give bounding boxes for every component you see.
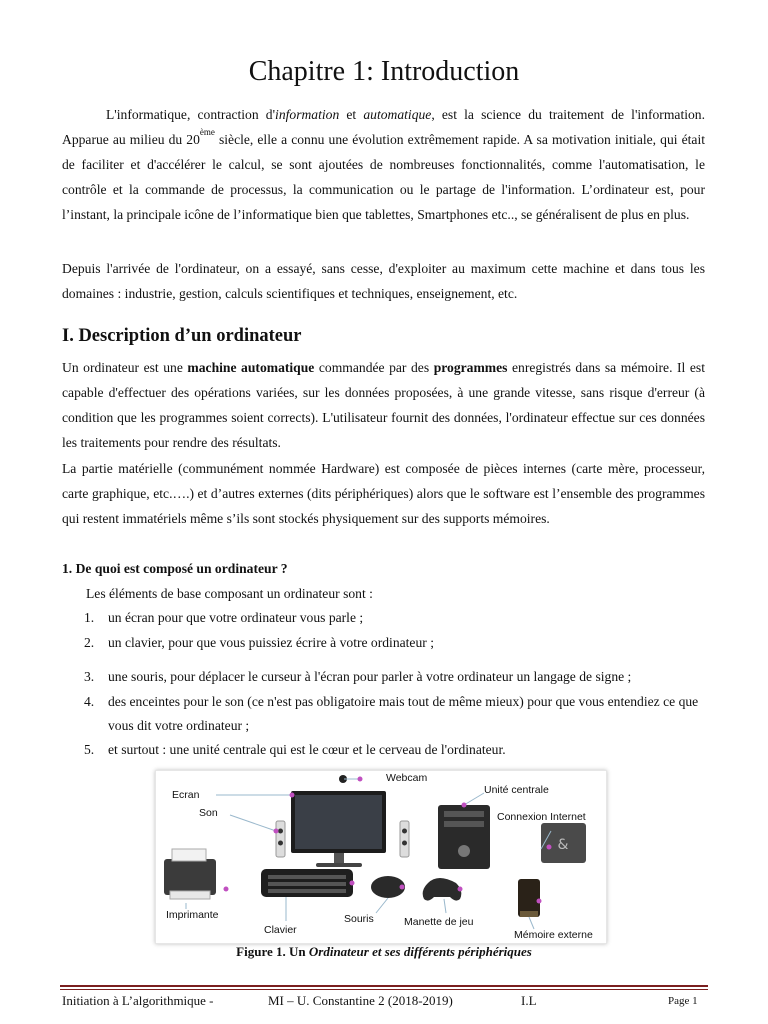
bold-term: machine automatique (187, 360, 315, 375)
footer-page-number: Page 1 (668, 995, 698, 1007)
footer-rule (60, 989, 708, 990)
label-souris: Souris (344, 913, 374, 925)
caption-italic: Ordinateur et ses différents périphériques (308, 944, 532, 959)
footer-rule (60, 985, 708, 987)
label-webcam: Webcam (386, 772, 428, 784)
text-run: et (339, 107, 364, 122)
label-imprimante: Imprimante (166, 909, 219, 921)
list-text: une souris, pour déplacer le curseur à l'écran pour parler à votre ordinateur un langage de signe ; (108, 669, 632, 684)
external-drive-icon (518, 879, 540, 917)
list-number: 5. (84, 742, 95, 757)
intro-paragraph-1 (62, 102, 705, 227)
label-ecran: Ecran (172, 789, 200, 801)
text-run: commandée par des (314, 360, 434, 375)
label-son: Son (199, 807, 218, 819)
footer-course: Initiation à L’algorithmique - (62, 993, 214, 1008)
footer-author: I.L (521, 993, 537, 1008)
figure-illustration (156, 771, 606, 943)
speaker-left-icon (276, 821, 285, 857)
italic-term: automatique (363, 107, 432, 122)
text-run: siècle, elle a connu une évolution extrêmement rapide. A sa motivation initiale, qui était de faciliter et d'accélérer le calcul, se sont ajoutées de nombreuses fonctionnalités, comme l'automatisation, le contrôle et la commande de processus, la communication ou le partage de l'information. L’ordinateur est, pour l’instant, la principale icône de l’informatique bien que tablettes, Smartphones etc.., se généralisent de plus en plus. (62, 132, 706, 222)
text-run: , est la science du traitement de l'information. Apparue au milieu du 20 (62, 107, 705, 147)
figure-caption (0, 944, 768, 960)
section-paragraph-1 (62, 355, 705, 455)
monitor-icon (291, 775, 386, 867)
list-number: 4. (84, 694, 95, 709)
computer-peripherals-figure (155, 770, 607, 944)
superscript: ème (199, 127, 215, 137)
text-run: L'informatique, contraction d' (106, 107, 276, 122)
section-paragraph-2: La partie matérielle (communément nommée Hardware) est composée de pièces internes (carte mère, processeur, carte graphique, etc.….) et d’autres externes (dits périphériques) alors que le software est l’ensemble des programmes qui restent immatériels même s’ils sont stockés physiquement sur des supports mémoires. (62, 461, 705, 526)
footer-school: MI – U. Constantine 2 (2018-2019) (268, 993, 453, 1008)
list-text: des enceintes pour le son (ce n'est pas obligatoire mais tout de même mieux) pour que vous entendiez ce que vous dit votre ordinateur ; (108, 694, 699, 733)
list-text: un écran pour que votre ordinateur vous parle ; (108, 610, 364, 625)
svg-text:&: & (557, 837, 569, 853)
text-run: Un ordinateur est une (62, 360, 188, 375)
italic-term: information (275, 107, 340, 122)
label-connexion-internet: Connexion Internet (497, 811, 586, 823)
section-heading: I. Description d’un ordinateur (62, 326, 302, 346)
list-text: un clavier, pour que vous puissiez écrire à votre ordinateur ; (108, 635, 434, 650)
text-run: enregistrés dans sa mémoire. Il est capable d'effectuer des opérations variées, sur les données proposées, à une grande vitesse, sans risque d'erreur (à condition que les programmes soient corrects). L'utilisateur fournit des données, l'ordinateur effectue sur ces données les traitements pour rendre des résultats. (62, 360, 705, 450)
label-manette: Manette de jeu (404, 916, 474, 928)
list-number: 2. (84, 635, 95, 650)
intro-paragraph-2: Depuis l'arrivée de l'ordinateur, on a essayé, sans cesse, d'exploiter au maximum cette machine et dans tous les domaines : industrie, gestion, calculs scientifiques et techniques, enseignement, etc. (62, 261, 705, 301)
list-intro: Les éléments de base composant un ordinateur sont : (86, 586, 373, 601)
label-clavier: Clavier (264, 924, 297, 936)
keyboard-icon (261, 869, 353, 897)
list-text: et surtout : une unité centrale qui est le cœur et le cerveau de l'ordinateur. (108, 742, 506, 757)
printer-icon (164, 849, 216, 899)
label-memoire-externe: Mémoire externe (514, 929, 593, 941)
list-number: 1. (84, 610, 95, 625)
speaker-right-icon (400, 821, 409, 857)
list-number: 3. (84, 669, 95, 684)
central-unit-icon (438, 805, 490, 869)
page-title: Chapitre 1: Introduction (248, 56, 520, 87)
bold-term: programmes (433, 360, 508, 375)
gamepad-icon (423, 878, 462, 901)
label-unite-centrale: Unité centrale (484, 784, 549, 796)
caption-prefix: Figure 1. Un (236, 944, 309, 959)
subsection-heading: 1. De quoi est composé un ordinateur ? (62, 561, 288, 576)
internet-box-icon (541, 823, 586, 863)
